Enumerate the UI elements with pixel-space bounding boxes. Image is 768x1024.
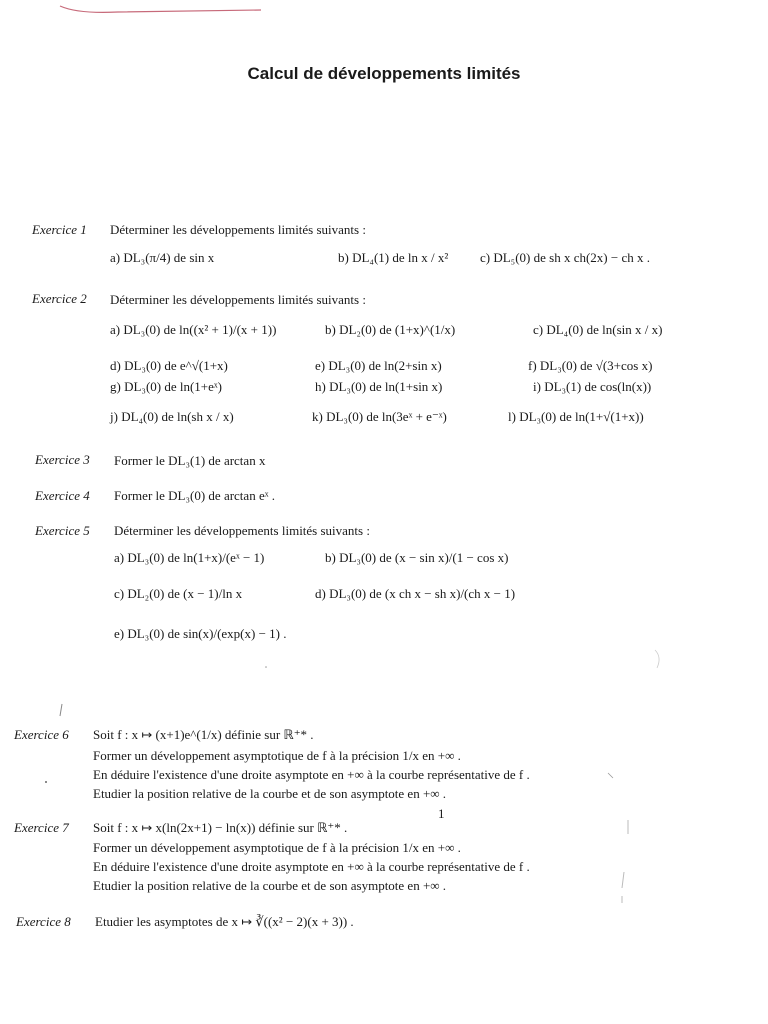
exercise-3-stem: Former le DL₃(1) de arctan x xyxy=(114,453,266,468)
exercise-6-line-1: Soit f : x ↦ (x+1)e^(1/x) définie sur ℝ⁺* . xyxy=(93,727,314,742)
exercise-4-label: Exercice 4 xyxy=(35,488,90,503)
exercise-5-stem: Déterminer les développements limités suivants : xyxy=(114,523,370,538)
exercise-7-line-1: Soit f : x ↦ x(ln(2x+1) − ln(x)) définie sur ℝ⁺* . xyxy=(93,820,348,835)
page-number: 1 xyxy=(438,806,445,821)
exercise-7-label: Exercice 7 xyxy=(14,820,69,835)
exercise-1-item-b: b) DL₄(1) de ln x / x² xyxy=(338,250,449,265)
exercise-2-item-c: c) DL₄(0) de ln(sin x / x) xyxy=(533,322,663,337)
exercise-7-line-3: En déduire l'existence d'une droite asymptote en +∞ à la courbe représentative de f . xyxy=(93,859,530,874)
exercise-2-item-a: a) DL₃(0) de ln((x² + 1)/(x + 1)) xyxy=(110,322,277,337)
exercise-8-stem: Etudier les asymptotes de x ↦ ∛((x² − 2)(x + 3)) . xyxy=(95,914,354,929)
exercise-7-line-2: Former un développement asymptotique de f à la précision 1/x en +∞ . xyxy=(93,840,461,855)
exercise-6-line-2: Former un développement asymptotique de f à la précision 1/x en +∞ . xyxy=(93,748,461,763)
exercise-2-item-l: l) DL₃(0) de ln(1+√(1+x)) xyxy=(508,409,644,424)
exercise-5-label: Exercice 5 xyxy=(35,523,90,538)
exercise-2-item-f: f) DL₃(0) de √(3+cos x) xyxy=(528,358,653,373)
exercise-4-stem: Former le DL₃(0) de arctan eˣ . xyxy=(114,488,275,503)
exercise-3-label: Exercice 3 xyxy=(35,452,90,467)
exercise-2-label: Exercice 2 xyxy=(32,291,87,306)
exercise-2-item-j: j) DL₄(0) de ln(sh x / x) xyxy=(110,409,234,424)
exercise-2-stem: Déterminer les développements limités suivants : xyxy=(110,292,366,307)
exercise-5-item-c: c) DL₂(0) de (x − 1)/ln x xyxy=(114,586,243,601)
exercise-1-item-a: a) DL₃(π/4) de sin x xyxy=(110,250,215,265)
pen-stroke xyxy=(58,4,263,16)
exercise-1-label: Exercice 1 xyxy=(32,222,87,237)
exercise-6-line-3: En déduire l'existence d'une droite asymptote en +∞ à la courbe représentative de f . xyxy=(93,767,530,782)
exercise-1-item-c: c) DL₅(0) de sh x ch(2x) − ch x . xyxy=(480,250,650,265)
exercise-2-item-h: h) DL₃(0) de ln(1+sin x) xyxy=(315,379,443,394)
exercise-5-item-d: d) DL₃(0) de (x ch x − sh x)/(ch x − 1) xyxy=(315,586,516,601)
exercise-5-item-a: a) DL₃(0) de ln(1+x)/(eˣ − 1) xyxy=(114,550,265,565)
exercise-2-item-i: i) DL₃(1) de cos(ln(x)) xyxy=(533,379,652,394)
exercise-5-item-b: b) DL₃(0) de (x − sin x)/(1 − cos x) xyxy=(325,550,509,565)
exercise-2-item-k: k) DL₃(0) de ln(3eˣ + e⁻ˣ) xyxy=(312,409,447,424)
exercise-1-stem: Déterminer les développements limités suivants : xyxy=(110,222,366,237)
exercise-2-item-e: e) DL₃(0) de ln(2+sin x) xyxy=(315,358,442,373)
page-title: Calcul de développements limités xyxy=(247,64,521,83)
exercise-5-item-e: e) DL₃(0) de sin(x)/(exp(x) − 1) . xyxy=(114,626,287,641)
exercise-2-item-g: g) DL₃(0) de ln(1+eˣ) xyxy=(110,379,222,394)
exercise-2-item-d: d) DL₃(0) de e^√(1+x) xyxy=(110,358,228,373)
exercise-2-item-b: b) DL₂(0) de (1+x)^(1/x) xyxy=(325,322,456,337)
exercise-8-label: Exercice 8 xyxy=(16,914,71,929)
exercise-6-label: Exercice 6 xyxy=(14,727,69,742)
exercise-7-line-4: Etudier la position relative de la courbe et de son asymptote en +∞ . xyxy=(93,878,447,893)
exercise-6-line-4: Etudier la position relative de la courbe et de son asymptote en +∞ . xyxy=(93,786,447,801)
